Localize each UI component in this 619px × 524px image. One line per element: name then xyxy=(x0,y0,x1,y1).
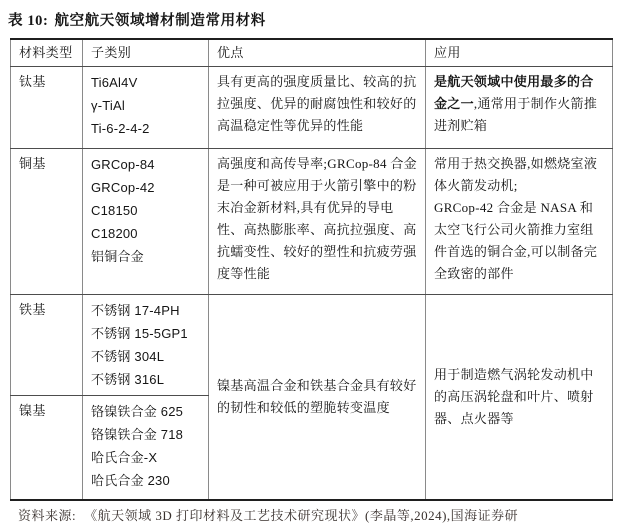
cell-advantages-merged xyxy=(209,295,426,501)
cell-advantages xyxy=(209,67,426,149)
source-label: 资料来源: xyxy=(18,508,77,523)
cell-application xyxy=(426,149,613,295)
table-name-label: 航空航天领域增材制造常用材料 xyxy=(54,13,266,29)
table-row-iron xyxy=(11,295,613,396)
cell-subtypes xyxy=(83,396,209,501)
source-text: 《航天领域 3D 打印材料及工艺技术研究现状》(李晶等,2024),国海证券研 xyxy=(84,508,519,523)
subtype-item: 哈氏合金-X xyxy=(91,450,158,465)
subtype-item: 不锈钢 17-4PH xyxy=(91,303,180,318)
subtype-item: 铬镍铁合金 718 xyxy=(91,427,184,442)
subtype-item: 不锈钢 316L xyxy=(91,372,165,387)
table-row-copper xyxy=(11,149,613,295)
cell-subtypes xyxy=(83,67,209,149)
subtype-item: Ti-6-2-4-2 xyxy=(91,121,150,136)
cell-application-merged xyxy=(426,295,613,501)
cell-material-type: 铁基 xyxy=(11,295,83,396)
materials-table xyxy=(10,38,613,501)
table-row-titanium xyxy=(11,67,613,149)
col-header-subcategory: 子类别 xyxy=(83,39,209,67)
cell-advantages xyxy=(209,149,426,295)
table-number-label: 表 10: xyxy=(8,13,49,29)
cell-subtypes xyxy=(83,295,209,396)
advantages-text: 高强度和高传导率;GRCop-84 合金是一种可被应用于火箭引擎中的粉末冶金新材料,具有优异的导电性、高热膨胀率、高抗拉强度、高抗蠕变性、较好的塑性和抗疲劳强度等性能 xyxy=(217,156,417,281)
application-text: 用于制造燃气涡轮发动机中的高压涡轮盘和叶片、喷射器、点火器等 xyxy=(434,367,594,426)
subtype-item: Ti6Al4V xyxy=(91,75,138,90)
subtype-item: C18200 xyxy=(91,226,138,241)
application-rest: ,通常用于制作火箭推进剂贮箱 xyxy=(434,96,598,133)
page-title xyxy=(0,0,619,30)
application-text xyxy=(434,71,604,137)
subtype-item: GRCop-84 xyxy=(91,157,155,172)
application-paragraph-2: GRCop-42 合金是 NASA 和太空飞行公司火箭推力室组件首选的铜合金,可以制备完全致密的部件 xyxy=(434,200,598,281)
subtype-item: 铝铜合金 xyxy=(91,249,144,264)
subtype-item: GRCop-42 xyxy=(91,180,155,195)
application-bold-lead: 是航天领域中使用最多的合金之一 xyxy=(434,74,594,111)
cell-material-type: 钛基 xyxy=(11,67,83,149)
header-row xyxy=(11,39,613,67)
subtype-item: γ-TiAl xyxy=(91,98,125,113)
application-paragraph-1: 常用于热交换器,如燃烧室液体火箭发动机; xyxy=(434,156,598,193)
subtype-item: 哈氏合金 230 xyxy=(91,473,170,488)
cell-application xyxy=(426,67,613,149)
col-header-application: 应用 xyxy=(426,39,613,67)
advantages-text: 镍基高温合金和铁基合金具有较好的韧性和较低的塑脆转变温度 xyxy=(217,378,417,415)
subtype-item: 铬镍铁合金 625 xyxy=(91,404,184,419)
advantages-text: 具有更高的强度质量比、较高的抗拉强度、优异的耐腐蚀性和较好的高温稳定性等优异的性能 xyxy=(217,74,417,133)
subtype-item: 不锈钢 304L xyxy=(91,349,165,364)
subtype-item: C18150 xyxy=(91,203,138,218)
col-header-advantages: 优点 xyxy=(209,39,426,67)
cell-material-type: 镍基 xyxy=(11,396,83,501)
cell-subtypes xyxy=(83,149,209,295)
col-header-material-type: 材料类型 xyxy=(11,39,83,67)
cell-material-type: 铜基 xyxy=(11,149,83,295)
subtype-item: 不锈钢 15-5GP1 xyxy=(91,326,188,341)
